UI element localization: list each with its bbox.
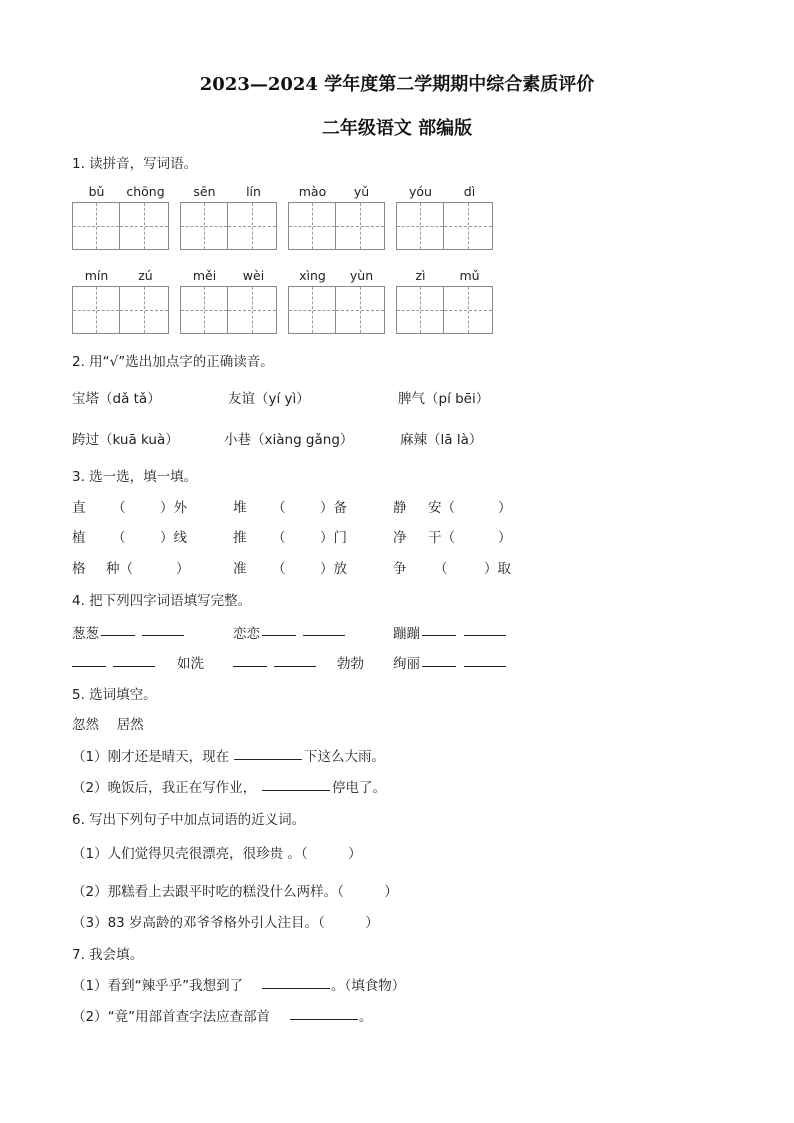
fill-char: ） [498,530,512,546]
fill-char[interactable]: 干（ [428,530,455,546]
pronunciation-item[interactable]: 脾气（pí bēi） [398,391,490,407]
idiom-blank[interactable] [303,635,345,636]
pronunciation-item[interactable]: 麻辣（lā là） [400,432,483,448]
pinyin-label: mǔ [459,268,480,283]
word-options: 忽然 居然 [72,717,144,733]
question-4-prompt: 4. 把下列四字词语填写完整。 [72,593,252,609]
sentence-2-end: 停电了。 [332,780,386,796]
answer-blank[interactable] [234,759,302,760]
idiom-blank[interactable] [233,666,267,667]
idiom-blank[interactable] [464,635,506,636]
idiom-fragment: 葱葱 [72,626,99,642]
idiom-fragment: 蹦蹦 [393,626,420,642]
synonym-item[interactable]: （2）那糕看上去跟平时吃的糕没什么两样。（ ） [72,884,398,900]
pinyin-label: yùn [349,268,374,283]
sentence-1-end: 下这么大雨。 [304,749,385,765]
sentence-1-start: （1）刚才还是晴天，现在 [72,749,230,765]
fill-char: 推 [233,530,247,546]
question-1-prompt: 1. 读拼音，写词语。 [72,156,198,172]
fill-char: 格 [72,561,86,577]
question-2-prompt: 2. 用“√”选出加点字的正确读音。 [72,354,274,370]
page-subtitle: 二年级语文 部编版 [321,118,473,139]
fill-sentence-2-start: （2）“竟”用部首查字法应查部首 [72,1009,271,1025]
fill-char: （ [112,530,126,546]
pinyin-label: bǔ [88,184,105,199]
writing-grid[interactable] [72,286,169,334]
writing-grid[interactable] [180,286,277,334]
fill-char[interactable]: ）放 [320,561,347,577]
pinyin-label: dì [463,184,476,199]
fill-char[interactable]: ）取 [484,561,511,577]
fill-char: 堆 [233,500,247,516]
pronunciation-item[interactable]: 友谊（yí yì） [228,391,310,407]
fill-char[interactable]: ）门 [320,530,347,546]
idiom-blank[interactable] [72,666,106,667]
pinyin-label: xìng [299,268,326,283]
idiom-blank[interactable] [422,635,456,636]
idiom-blank[interactable] [101,635,135,636]
pronunciation-item[interactable]: 小巷（xiàng gǎng） [224,432,354,448]
fill-char: 静 [393,500,407,516]
answer-blank[interactable] [262,988,330,989]
pinyin-label: mín [84,268,109,283]
idiom-fragment: 恋恋 [233,626,260,642]
idiom-fragment: 勃勃 [337,656,364,672]
question-7-prompt: 7. 我会填。 [72,947,144,963]
pinyin-label: lín [246,184,261,199]
fill-char[interactable]: 安（ [428,500,455,516]
idiom-blank[interactable] [142,635,184,636]
answer-blank[interactable] [262,790,330,791]
writing-grid[interactable] [396,202,493,250]
fill-char: 争 [393,561,407,577]
pronunciation-item[interactable]: 宝塔（dǎ tǎ） [72,391,161,407]
writing-grid[interactable] [396,286,493,334]
pronunciation-item[interactable]: 跨过（kuā kuà） [72,432,179,448]
fill-char: 准 [233,561,247,577]
fill-char: （ [272,500,286,516]
idiom-blank[interactable] [422,666,456,667]
sentence-2-start: （2）晚饭后，我正在写作业， [72,780,257,796]
pinyin-label: chōng [126,184,165,199]
question-5-prompt: 5. 选词填空。 [72,687,157,703]
pinyin-label: yǔ [353,184,370,199]
writing-grid[interactable] [288,202,385,250]
fill-char[interactable]: ）备 [320,500,347,516]
pinyin-label: yóu [409,184,432,199]
fill-char: （ [434,561,448,577]
fill-char: （ [272,530,286,546]
writing-grid[interactable] [72,202,169,250]
pinyin-label: wèi [242,268,265,283]
fill-sentence-1-end: 。（填食物） [331,978,406,994]
idiom-blank[interactable] [262,635,296,636]
answer-blank[interactable] [290,1019,358,1020]
fill-char: ） [176,561,190,577]
fill-char: ） [498,500,512,516]
pinyin-label: sēn [193,184,216,199]
page-title: 2023—2024 学年度第二学期期中综合素质评价 [199,74,595,95]
fill-sentence-2-end: 。 [359,1009,373,1025]
pinyin-label: zì [415,268,426,283]
idiom-fragment: 如洗 [177,656,204,672]
question-6-prompt: 6. 写出下列句子中加点词语的近义词。 [72,812,306,828]
synonym-item[interactable]: （1）人们觉得贝壳很漂亮，很珍贵 。（ ） [72,846,362,862]
writing-grid[interactable] [180,202,277,250]
pinyin-label: mào [298,184,327,199]
fill-sentence-1-start: （1）看到“辣乎乎”我想到了 [72,978,244,994]
fill-char: 植 [72,530,86,546]
fill-char[interactable]: ）线 [160,530,187,546]
idiom-blank[interactable] [464,666,506,667]
fill-char[interactable]: 种（ [106,561,133,577]
idiom-fragment: 绚丽 [393,656,420,672]
fill-char: 净 [393,530,407,546]
pinyin-label: zú [138,268,153,283]
writing-grid[interactable] [288,286,385,334]
fill-char[interactable]: ）外 [160,500,187,516]
synonym-item[interactable]: （3）83 岁高龄的邓爷爷格外引人注目。（ ） [72,915,379,931]
question-3-prompt: 3. 选一选，填一填。 [72,469,198,485]
fill-char: （ [272,561,286,577]
fill-char: （ [112,500,126,516]
pinyin-label: měi [192,268,217,283]
idiom-blank[interactable] [113,666,155,667]
idiom-blank[interactable] [274,666,316,667]
fill-char: 直 [72,500,86,516]
